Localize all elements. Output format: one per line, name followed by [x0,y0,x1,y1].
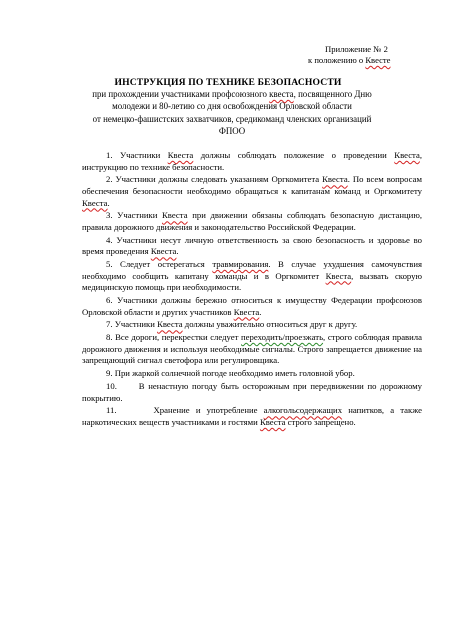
instruction-item [82,259,422,294]
item-text: . По всем вопросам обеспечения безопасности необходимо обращаться к капитанам команд и Оргкомитету [82,174,422,196]
instruction-item [82,380,425,404]
annex-line-2 [290,55,440,66]
item-text: . [176,246,179,257]
item-text: Участники должны бережно относиться к имуществу Федерации профсоюзов Орловской области и других участников [82,295,422,317]
subtitle-line-1 [52,88,412,100]
instruction-item [82,319,422,331]
item-word: Квеста [167,150,194,160]
subtitle-line-1-b: квеста [269,89,294,99]
instruction-item [82,210,422,233]
item-number: 2. [106,174,113,185]
instruction-item [82,150,422,173]
item-number: 4. [106,234,113,245]
item-text: Хранение и употребление [116,405,264,416]
item-number: 7. [106,319,113,330]
item-number: 8. [106,332,113,343]
item-text: . [259,306,262,317]
item-number: 5. [106,259,113,270]
subtitle-line-2: молодежи и 80-летию со дня освобождения Орловской области [112,101,352,112]
document-subtitle [52,88,412,138]
item-word: Квеста [150,246,177,257]
item-word: Квеста [162,210,188,221]
item-text: В ненастную погоду быть осторожным при передвижении по дорожному покрытию. [82,380,425,403]
item-number: 9. [106,368,113,379]
subtitle-line-4: ФПОО [218,126,246,137]
item-text: напитков, а также наркотических веществ участниками и гостями [82,405,425,427]
annex-line-2-prefix: к положению о [308,55,366,65]
subtitle-line-1-c: , посвященного Дню [293,89,372,99]
annex-line-2-word: Квесте [365,55,391,65]
instruction-item [82,295,422,318]
item-word: Квеста [259,416,286,427]
item-word: травмирования [212,259,269,270]
item-text: . В случае ухудшения самочувствия необходимо сообщить капитану команды и в Оргкомитет [82,259,422,281]
document-title: ИНСТРУКЦИЯ ПО ТЕХНИКЕ БЕЗОПАСНОСТИ [114,77,342,88]
item-text: , строго соблюдая правила дорожного движения и используя необходимые сигналы. Строго запрещается движение на запрещающий сигнал светофора или регулировщика. [82,332,422,366]
annex-line-1: Приложение № 2 [325,44,388,54]
item-word: Квеста [157,319,183,330]
item-number: 3. [106,210,113,221]
item-text: Участники несут личную ответственность за свою безопасность и здоровье во время проведения [82,234,422,257]
item-text: Участники [114,319,158,330]
subtitle-line-1-a: при прохождении участниками профсоюзного [92,89,270,99]
item-text: , инструкцию по технике безопасности. [82,150,422,172]
item-text: Участники [120,150,168,160]
instruction-item [82,332,422,367]
item-text: должны соблюдать положение о проведении [193,150,395,160]
item-word: Квеста [394,150,420,160]
instruction-item [82,405,425,428]
item-number: 10. [106,380,117,391]
item-text: строго запрещено. [285,416,356,427]
item-text: должны уважительно относиться друг к другу. [182,319,358,330]
item-text: Следует остерегаться [120,259,213,270]
item-word: алкогольсодержащих [263,405,343,416]
annex-note [290,44,440,66]
instruction-item [82,174,422,209]
item-word: Квеста [322,174,348,185]
item-text: . [107,197,110,208]
item-text: при движении обязаны соблюдать безопасную дистанцию, правила дорожного движения и законодательство Российской Федерации. [82,210,422,232]
item-word: переходить/проезжать [241,332,324,343]
instruction-item [82,368,422,380]
instructions-list [82,150,425,430]
item-text: Все дороги, перекрестки следует [115,332,242,343]
item-number: 6. [106,295,113,306]
item-text: При жаркой солнечной погоде необходимо иметь головной убор. [114,368,355,379]
item-word: Квеста [233,306,260,317]
item-number: 1. [106,150,113,160]
item-word: Квеста [82,197,108,208]
item-text: Участники должны следовать указаниям Оргкомитета [115,174,323,185]
item-text: Участники [117,210,163,221]
item-text: , вызвать скорую медицинскую помощь при необходимости. [82,270,422,293]
instruction-item [82,235,422,258]
item-number: 11. [106,405,117,416]
subtitle-line-3: от немецко-фашистских захватчиков, средикоманд членских организаций [92,113,372,124]
item-word: Квеста [325,270,352,281]
